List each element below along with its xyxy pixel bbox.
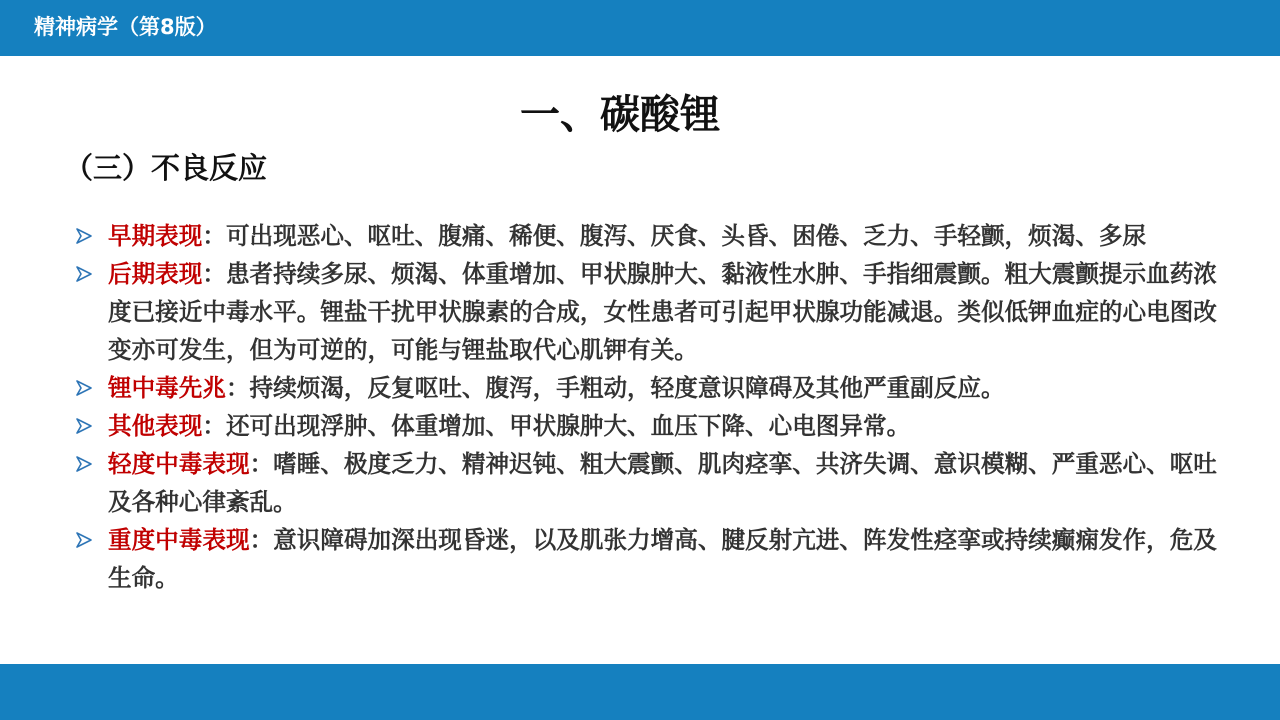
item-term: 重度中毒表现 bbox=[108, 526, 250, 554]
item-term: 其他表现 bbox=[108, 412, 203, 440]
list-item bbox=[74, 369, 1234, 407]
footer-bar bbox=[0, 664, 1280, 720]
list-item bbox=[74, 255, 1234, 369]
list-item bbox=[74, 407, 1234, 445]
item-text: ：意识障碍加深出现昏迷，以及肌张力增高、腱反射亢进、阵发性痉挛或持续癫痫发作，危及生命。 bbox=[108, 526, 1217, 592]
section-heading: （三）不良反应 bbox=[64, 151, 268, 185]
item-text: ：持续烦渴，反复呕吐、腹泻，手粗动，轻度意识障碍及其他严重副反应。 bbox=[225, 374, 1005, 402]
item-text: ：嗜睡、极度乏力、精神迟钝、粗大震颤、肌肉痉挛、共济失调、意识模糊、严重恶心、呕吐及各种心律紊乱。 bbox=[108, 450, 1217, 516]
item-text: ：还可出现浮肿、体重增加、甲状腺肿大、血压下降、心电图异常。 bbox=[202, 412, 911, 440]
arrowhead-bullet-icon bbox=[74, 454, 94, 474]
book-title: 精神病学（第8版） bbox=[34, 15, 217, 39]
item-text: ：患者持续多尿、烦渴、体重增加、甲状腺肿大、黏液性水肿、手指细震颤。粗大震颤提示血药浓度已接近中毒水平。锂盐干扰甲状腺素的合成，女性患者可引起甲状腺功能减退。类似低钾血症的心电图改变亦可发生，但为可逆的，可能与锂盐取代心肌钾有关。 bbox=[108, 260, 1217, 364]
list-item bbox=[74, 521, 1234, 597]
item-term: 锂中毒先兆 bbox=[108, 374, 226, 402]
arrowhead-bullet-icon bbox=[74, 226, 94, 246]
list-item bbox=[74, 217, 1234, 255]
slide-title: 一、碳酸锂 bbox=[520, 92, 720, 138]
list-item bbox=[74, 445, 1234, 521]
arrowhead-bullet-icon bbox=[74, 378, 94, 398]
arrowhead-bullet-icon bbox=[74, 530, 94, 550]
item-term: 轻度中毒表现 bbox=[108, 450, 250, 478]
item-text: ：可出现恶心、呕吐、腹痛、稀便、腹泻、厌食、头昏、困倦、乏力、手轻颤，烦渴、多尿 bbox=[202, 222, 1147, 250]
arrowhead-bullet-icon bbox=[74, 264, 94, 284]
item-term: 后期表现 bbox=[108, 260, 203, 288]
header-bar bbox=[0, 0, 1280, 56]
item-term: 早期表现 bbox=[108, 222, 203, 250]
bullet-list bbox=[74, 217, 1234, 597]
arrowhead-bullet-icon bbox=[74, 416, 94, 436]
